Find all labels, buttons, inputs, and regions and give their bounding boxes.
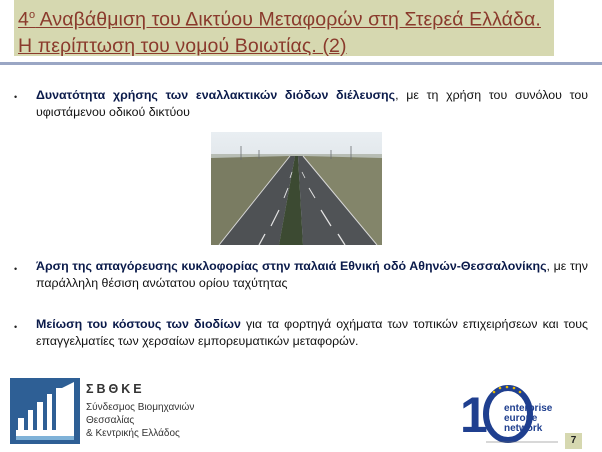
bullet-2-bold: Άρση της απαγόρευσης κυκλοφορίας στην παλαιά Εθνική οδό Αθηνών-Θεσσαλονίκης (36, 259, 547, 273)
svg-text:1: 1 (460, 387, 488, 443)
highway-photo (211, 132, 382, 245)
bullet-text-3 (36, 316, 588, 350)
een-line-1: enterprise (504, 403, 553, 414)
bullet-icon: • (14, 264, 18, 274)
slide-title: $4^o$ Αναβάθμιση του Δικτύου Μεταφορών στη Στερεά Ελλάδα. Η περίπτωση του νομού Βοιωτίας. (2) (18, 8, 541, 57)
page-number: 7 (565, 433, 582, 449)
een-line-2: europe (504, 413, 538, 424)
bullet-1-rest: , με τη χρήση του συνόλου του υφιστάμενου οδικού δικτύου (36, 88, 588, 119)
sbthke-logo (10, 378, 200, 444)
title-divider (0, 62, 602, 65)
enterprise-europe-network-logo (458, 380, 566, 446)
bullet-2-rest: , με την παράλληλη θέσιση ανώτατου ορίου ταχύτητας (36, 259, 588, 290)
bullet-3-rest: για τα φορτηγά οχήματα των τοπικών επιχειρήσεων και τους επαγγελματίες των χερσαίων εμπορευματικών μεταφορών. (36, 317, 589, 348)
logo-line-3: & Κεντρικής Ελλάδος (86, 428, 180, 439)
bullet-icon: • (14, 322, 18, 332)
bullet-text-2 (36, 258, 588, 292)
bullet-3-bold: Μείωση του κόστους των διοδίων (36, 317, 241, 331)
logo-line-1: Σύνδεσμος Βιομηχανιών (86, 402, 195, 413)
bullet-1-bold: Δυνατότητα χρήσης των εναλλακτικών διόδων διέλευσης (36, 88, 396, 102)
bullet-text-1 (36, 87, 588, 121)
logo-acronym: ΣΒΘΚΕ (86, 382, 145, 396)
logo-line-2: Θεσσαλίας (86, 415, 135, 426)
bullet-icon: • (14, 92, 18, 102)
een-line-3: network (504, 423, 543, 434)
title-banner (14, 0, 554, 56)
